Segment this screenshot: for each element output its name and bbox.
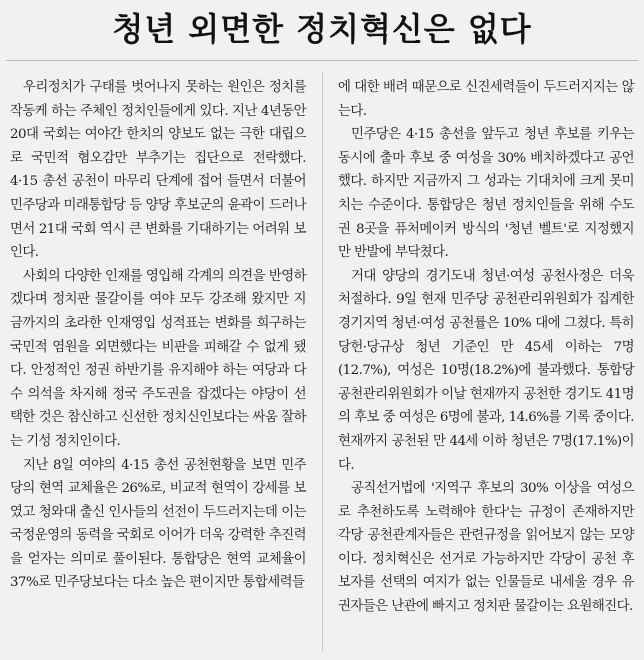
right-column [338,76,634,619]
paragraph: 민주당은 4·15 총선을 앞두고 청년 후보를 키우는 동시에 출마 후보 중 여성을 30% 배치하겠다고 공언했다. 하지만 지금까지 그 성과는 기대치에 크게 못미치는 수준이다. 통합당은 청년 정치인들을 위해 수도권 8곳을 퓨처메이커 방식의 '청년 벨트'로 지정했지만 반발에 부닥쳤다. [338,127,634,261]
headline-rule [6,60,638,61]
paragraph: 우리정치가 구태를 벗어나지 못하는 원인은 정치를 작동케 하는 주체인 정치인들에게 있다. 지난 4년동안 20대 국회는 여야간 한치의 양보도 없는 극한 대립으로 국민적 혐오감만 부추기는 집단으로 전락했다. 4·15 총선 공천이 마무리 단계에 접어 들면서 더불어민주당과 미래통합당 등 양당 후보군의 윤곽이 드러나면서 21대 국회 역시 큰 변화를 기대하기는 어려워 보인다. [10,80,306,261]
paragraph: 공직선거법에 '지역구 후보의 30% 이상을 여성으로 추천하도록 노력해야 한다'는 규정이 존재하지만 각당 공천관계자들은 관련규정을 읽어보지 않는 모양이다. 정치혁신은 선거로 가능하지만 각당이 공천 후보자를 선택의 여지가 없는 인물들로 내세울 경우 유권자들은 난관에 빠지고 정치판 물갈이는 요원해진다. [338,481,634,615]
headline: 청년 외면한 정치혁신은 없다 [112,10,532,48]
left-column [10,76,306,595]
paragraph: 사회의 다양한 인재를 영입해 각계의 의견을 반영하겠다며 정치판 물갈이를 여야 모두 강조해 왔지만 지금까지의 초라한 인재영입 성적표는 변화를 희구하는 국민적 염원을 외면했다는 비판을 피해갈 수 없게 됐다. 안정적인 정권 하반기를 유지해야 하는 여당과 다수 의석을 차지해 정국 주도권을 잡겠다는 야당이 선택한 것은 참신하고 신선한 정치신인보다는 싸움 잘하는 기성 정치인이다. [10,268,306,449]
column-divider [322,72,323,652]
paragraph: 지난 8일 여야의 4·15 총선 공천현황을 보면 민주당의 현역 교체율은 26%로, 비교적 현역이 강세를 보였고 청와대 출신 인사들의 선전이 두드러지는데 이는 국정운영의 동력을 국회로 이어가 더욱 강력한 추진력을 얻자는 의미로 풀이된다. 통합당은 현역 교체율이 37%로 민주당보다는 다소 높은 편이지만 통합세력들 [10,457,306,591]
paragraph: 거대 양당의 경기도내 청년·여성 공천사정은 더욱 처절하다. 9일 현재 민주당 공천관리위원회가 집계한 경기지역 청년·여성 공천률은 10% 대에 그쳤다. 특히 당헌·당규상 청년 기준인 만 45세 이하는 7명(12.7%), 여성은 10명(18.2%)에 불과했다. 통합당 공천관리위원회가 이날 현재까지 공천한 경기도 41명의 후보 중 여성은 6명에 불과, 14.6%를 기록 중이다. 현재까지 공천된 만 44세 이하 청년은 7명(17.1%)이다. [338,268,634,473]
paragraph-continuation: 에 대한 배려 때문으로 신진세력들이 두드러지지는 않는다. [338,80,634,119]
